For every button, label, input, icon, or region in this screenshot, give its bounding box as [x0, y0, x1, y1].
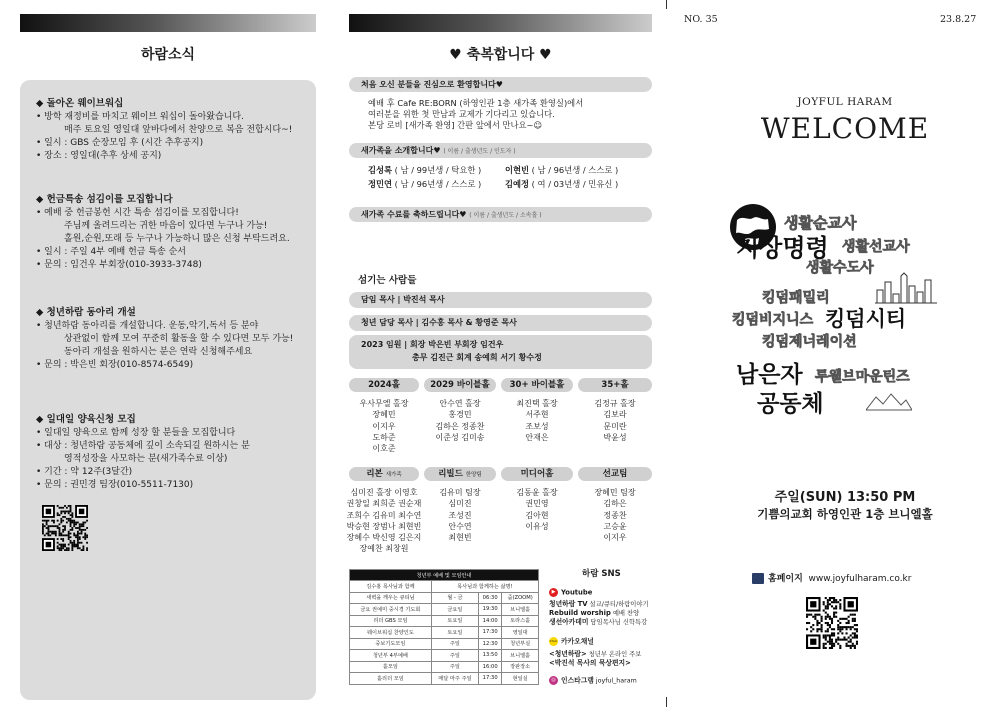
- schedule-cell: 16:00: [479, 661, 502, 673]
- instagram-icon: ◎: [549, 676, 558, 685]
- graduate-bar: 새가족 수료를 축하드립니다♥ ( 이름 / 출생년도 / 소속홀 ): [349, 207, 652, 222]
- schedule-cell: 장판장소: [502, 661, 539, 673]
- hall-member: 권창일 최희준 권순재: [346, 499, 422, 509]
- news-line: • 문의 : 권민경 팀장(010-5511-7130): [36, 480, 194, 490]
- schedule-cell: 17:30: [479, 627, 502, 639]
- newfamily-member: 정민연 ( 남 / 96년생 / 스스로 ): [368, 179, 482, 189]
- hall-header: [578, 378, 652, 392]
- hall-header: [424, 467, 496, 481]
- hall-header: [501, 378, 573, 392]
- hall-members: [345, 398, 423, 454]
- hall-member: 장예찬 최창원: [359, 544, 409, 554]
- newfamily-member: 김성록 ( 남 / 99년생 / 탁요한 ): [368, 165, 482, 175]
- news-line: 홀원,순원,또래 등 누구나 가능하니 많은 신청 부탁드려요.: [64, 234, 290, 244]
- hall-header: [501, 467, 573, 481]
- schedule-cell: 14:00: [479, 615, 502, 627]
- hall-member: 이준성 김미송: [435, 432, 485, 442]
- word-saenghwal-sudosa: 생활수도사: [806, 260, 874, 276]
- hall-label: 2029 바이블홀: [430, 380, 490, 390]
- hall-member: 이유성: [525, 521, 549, 531]
- homepage-url[interactable]: www.joyfulharam.co.kr: [808, 574, 912, 584]
- word-kingdom-city: 킹덤시티: [825, 307, 907, 331]
- instagram-id: joyful_haram: [595, 677, 637, 685]
- hall-members: [497, 487, 577, 532]
- hall-label: 리본: [366, 469, 383, 479]
- instagram-label: 인스타그램: [561, 676, 594, 685]
- schedule-cell: 토요일: [431, 627, 478, 639]
- news-heading: ◆ 헌금특송 섬김이를 모집합니다: [36, 194, 173, 205]
- hall-header: [349, 467, 419, 481]
- schedule-title: 청년부 예배 및 모임안내: [350, 570, 539, 581]
- fold-mark-bottom: [666, 697, 667, 707]
- homepage[interactable]: [752, 571, 911, 584]
- schedule-cell: 13:50: [479, 650, 502, 662]
- schedule-cell: 리더 GBS 모임: [350, 615, 432, 627]
- hall-members: [497, 398, 577, 443]
- hall-member: 김동윤 홀장: [516, 488, 558, 497]
- news-line: • 청년하람 동아리를 개설합니다. 운동,악기,독서 등 분야: [36, 321, 259, 331]
- schedule-row: [350, 638, 539, 650]
- newfamily-member: 김예정 ( 여 / 03년생 / 민유신 ): [505, 179, 619, 189]
- news-line: • 대상 : 청년하람 공동체에 깊이 소속되길 원하시는 분: [36, 441, 250, 451]
- news-line: • 문의 : 박은빈 회장(010-8574-6549): [36, 360, 194, 370]
- word-remnant: 남은자: [736, 362, 803, 388]
- hall-member: 박윤성: [603, 432, 627, 442]
- schedule-sub: 목사님과 함께하는 삶명!: [431, 581, 538, 593]
- hall-member: 최현빈: [448, 533, 472, 543]
- officers-line-1: 2023 임원 | 회장 박은빈 부회장 임건우: [361, 340, 504, 349]
- channel-name: <청년하람>: [549, 650, 587, 658]
- hall-member: 장혜민: [372, 410, 396, 420]
- instagram-link[interactable]: [549, 676, 637, 686]
- schedule-row: [350, 604, 539, 616]
- schedule-cell: 청년부실: [502, 638, 539, 650]
- hall-member: 장혜수 박신영 김은지: [346, 533, 422, 543]
- schedule-cell: 토라스홀: [502, 615, 539, 627]
- news-line: • 예배 중 헌금봉헌 시간 특송 섬김이를 모집합니다!: [36, 208, 239, 218]
- panel1-header-bar: [20, 14, 316, 32]
- word-saenghwal-seongyosa: 생활선교사: [842, 239, 910, 255]
- hall-member: 정종찬: [603, 510, 627, 520]
- hall-member: 안수연 홀장: [439, 399, 481, 408]
- kakao-icon: TALK: [549, 637, 558, 646]
- kakao-label: 카카오채널: [561, 637, 594, 646]
- hall-sublabel: 한양팀: [465, 472, 482, 478]
- kakao-channel[interactable]: [549, 659, 631, 669]
- hall-label: 35+홀: [601, 380, 629, 390]
- schedule-cell: 중보기도모임: [350, 638, 432, 650]
- schedule-cell: 월 - 금: [431, 592, 478, 604]
- word-jisang-myeongryeong: 지상명령: [736, 234, 829, 262]
- sns-title: 하람 SNS: [582, 569, 621, 579]
- hall-label: 선교팀: [602, 469, 628, 479]
- welcome-bar: 처음 오신 분들을 진심으로 환영합니다♥: [349, 77, 652, 92]
- schedule-sub: 김수홍 목사님과 함께: [350, 581, 432, 593]
- issue-number: NO. 35: [684, 14, 718, 25]
- homepage-label: 홈페이지: [768, 574, 803, 584]
- channel-desc: 담임목사님 신학특강: [588, 619, 648, 626]
- schedule-cell: 웨이브워십 찬양인도: [350, 627, 432, 639]
- hall-member: 심미진 홀장 이영호: [350, 488, 418, 497]
- news-line: 동아리 개설을 원하시는 분은 연락 신청해주세요: [64, 347, 253, 357]
- channel-name: 생선아카데미: [549, 618, 589, 626]
- hall-member: 홍경민: [448, 410, 472, 420]
- hall-member: 우사무엘 홀장: [359, 399, 409, 408]
- word-kingdom-business: 킹덤비지니스: [732, 312, 814, 328]
- hall-member: 고승윤: [603, 521, 627, 531]
- youtube-link[interactable]: [549, 588, 592, 598]
- news-line: 영적성장을 사모하는 분(새가족수료 이상): [64, 454, 228, 464]
- hall-member: 안수연: [448, 521, 472, 531]
- schedule-cell: 금요 권예미 중시경 기도회: [350, 604, 432, 616]
- schedule-cell: 브니엘홀: [502, 604, 539, 616]
- news-heading: ◆ 일대일 양육신청 모집: [36, 414, 136, 425]
- hall-member: 안재은: [525, 432, 549, 442]
- hall-member: 문미란: [603, 421, 627, 431]
- hall-member: 장혜민 팀장: [594, 488, 636, 497]
- news-line: • 일시 : 주일 4부 예배 헌금 특송 순서: [36, 247, 186, 257]
- servants-title: 섬기는 사람들: [358, 275, 417, 286]
- channel-desc: 예배 찬양: [610, 610, 640, 617]
- qr-code-large[interactable]: [806, 597, 858, 649]
- service-place: 기쁨의교회 하영인관 1층 브니엘홀: [757, 507, 933, 521]
- hall-member: 최진택 홀장: [516, 399, 558, 408]
- news-line: • 문의 : 임건우 부회장(010-3933-3748): [36, 260, 202, 270]
- hall-label: 리빌드: [438, 469, 463, 479]
- hall-member: 김유미 팀장: [439, 488, 481, 497]
- hall-member: 이호준: [372, 444, 396, 454]
- news-line: 주님께 올려드리는 귀한 마음이 있다면 누구나 가능!: [64, 221, 268, 231]
- schedule-cell: 영일대: [502, 627, 539, 639]
- news-item: [36, 97, 316, 163]
- youtube-label: Youtube: [561, 588, 593, 597]
- hall-member: 도하준: [372, 432, 396, 442]
- news-line: • 일시 : GBS 순장모임 후 (시간 추후공지): [36, 138, 204, 148]
- panel2-header-bar: [349, 14, 652, 32]
- schedule-cell: 12:30: [479, 638, 502, 650]
- news-line: 상관없이 함께 모여 꾸준히 활동을 할 수 있다면 모두 가능!: [64, 334, 294, 344]
- schedule-cell: 19:30: [479, 604, 502, 616]
- hall-member: 조보성: [525, 421, 549, 431]
- schedule-row: [350, 650, 539, 662]
- hall-member: 서주현: [525, 410, 549, 420]
- schedule-cell: 홀모임: [350, 661, 432, 673]
- hall-label: 미디어홈: [520, 469, 554, 479]
- newfamily-member: 이현빈 ( 남 / 96년생 / 스스로 ): [505, 165, 619, 175]
- hall-member: 김하은 정종찬: [435, 421, 485, 431]
- hall-header: [424, 378, 496, 392]
- schedule-cell: 현일실: [502, 673, 539, 685]
- channel-name: Rebuild worship: [549, 609, 611, 617]
- news-item: [36, 193, 316, 272]
- youtube-channel[interactable]: [549, 618, 647, 628]
- hall-member: 김하은: [603, 499, 627, 509]
- kakao-link[interactable]: [549, 637, 594, 647]
- schedule-row: [350, 661, 539, 673]
- hall-member: 이지우: [372, 421, 396, 431]
- hall-label: 30+ 바이블홀: [509, 380, 565, 390]
- channel-desc: 설교/큐티/하람이야기: [587, 601, 649, 608]
- city-skyline-icon: [875, 272, 937, 304]
- service-time: 주일(SUN) 13:50 PM: [774, 490, 916, 505]
- newfamily-bar: 새가족을 소개합니다♥ ( 이름 / 출생년도 / 인도자 ): [349, 143, 652, 158]
- news-line: • 기간 : 약 12주(3달간): [36, 467, 133, 477]
- word-twelve-mountains: 투웰브마운틴즈: [815, 369, 910, 385]
- hall-member: 권민영: [525, 499, 549, 509]
- hall-member: 이지우: [603, 533, 627, 543]
- youth-pastor-bar: 청년 담당 목사 | 김수홍 목사 & 황영준 목사: [349, 315, 652, 331]
- hall-member: 김아현: [525, 510, 549, 520]
- news-item: [36, 413, 316, 492]
- channel-desc: 청년부 온라인 주보: [586, 651, 642, 658]
- channel-name: 청년하람 TV: [549, 600, 588, 608]
- welcome-heading: WELCOME: [760, 112, 930, 145]
- schedule-row: [350, 673, 539, 685]
- schedule-cell: 17:30: [479, 673, 502, 685]
- hall-member: 김보라: [603, 410, 627, 420]
- schedule-cell: 토요일: [431, 615, 478, 627]
- news-line: • 방학 재정비를 마치고 웨이브 워십이 돌아왔습니다.: [36, 112, 244, 122]
- hall-member: 박승현 장범나 최현빈: [346, 521, 422, 531]
- news-heading: ◆ 청년하람 동아리 개설: [36, 307, 136, 318]
- schedule-cell: 홀리더 모임: [350, 673, 432, 685]
- hall-members: [420, 487, 500, 543]
- brand-name: JOYFUL HARAM: [797, 96, 893, 108]
- news-line: 매주 토요일 영일대 앞바다에서 찬양으로 복음 전합시다~!: [64, 125, 293, 135]
- panel2-title: ♥ 축복합니다 ♥: [449, 47, 552, 63]
- hall-members: [345, 487, 423, 555]
- hall-header: [578, 467, 652, 481]
- issue-date: 23.8.27: [940, 14, 977, 25]
- welcome-text: 예배 후 Cafe RE:BORN (하영인관 1층 새가족 환영실)에서 여러분을 위한 첫 만남과 교제가 기다리고 있습니다. 본당 로비 [새가족 환영] 간판 앞에서 만나요~☺: [368, 98, 584, 130]
- pastor-bar: 담임 목사 | 박진석 목사: [349, 292, 652, 308]
- homepage-icon: [752, 573, 764, 584]
- hall-members: [574, 398, 656, 443]
- schedule-row: [350, 615, 539, 627]
- schedule-cell: 새벽을 깨우는 큐티님: [350, 592, 432, 604]
- word-kingdom-generation: 킹덤제너레이션: [762, 334, 857, 350]
- hall-member: 조성진: [448, 510, 472, 520]
- news-line: • 일대일 양육으로 함께 성장 할 분들을 모집합니다: [36, 428, 236, 438]
- news-heading: ◆ 돌아온 웨이브워십: [36, 98, 124, 109]
- fold-mark-top: [666, 0, 667, 9]
- channel-name: <박진석 목사의 묵상편지>: [549, 659, 631, 667]
- hall-sublabel: 새가족: [385, 472, 402, 478]
- schedule-cell: 청년부 4부예배: [350, 650, 432, 662]
- schedule-table: [349, 569, 539, 685]
- youtube-icon: ▶: [549, 588, 558, 597]
- schedule-row: [350, 627, 539, 639]
- hall-member: 김정규 홀장: [594, 399, 636, 408]
- panel1-title: 하람소식: [140, 47, 196, 63]
- hall-header: [349, 378, 419, 392]
- word-saenghwal-sungyosa: 생활순교사: [784, 214, 857, 232]
- schedule-cell: 브니엘홀: [502, 650, 539, 662]
- officers-line-2: 총무 김진근 회계 송예희 서기 황수정: [412, 353, 542, 362]
- hall-members: [420, 398, 500, 443]
- schedule-cell: 줌(ZOOM): [502, 592, 539, 604]
- news-line: • 장소 : 영일대(추후 상세 공지): [36, 151, 162, 161]
- news-box: [20, 80, 316, 700]
- schedule-cell: 주일: [431, 661, 478, 673]
- schedule-cell: 주일: [431, 638, 478, 650]
- hall-label: 2024홀: [368, 380, 400, 390]
- schedule-cell: 주일: [431, 650, 478, 662]
- hall-member: 심미진: [448, 499, 472, 509]
- qr-code-small[interactable]: [42, 505, 88, 551]
- word-kingdom-family: 킹덤패밀리: [762, 290, 830, 306]
- schedule-row: [350, 592, 539, 604]
- word-community: 공동체: [757, 391, 824, 417]
- schedule-cell: 금요일: [431, 604, 478, 616]
- hall-member: 조희수 김유미 최수연: [346, 510, 422, 520]
- hall-members: [574, 487, 656, 543]
- news-item: [36, 306, 316, 372]
- schedule-cell: 06:30: [479, 592, 502, 604]
- mountains-icon: [866, 391, 912, 411]
- schedule-cell: 매달 마주 주일: [431, 673, 478, 685]
